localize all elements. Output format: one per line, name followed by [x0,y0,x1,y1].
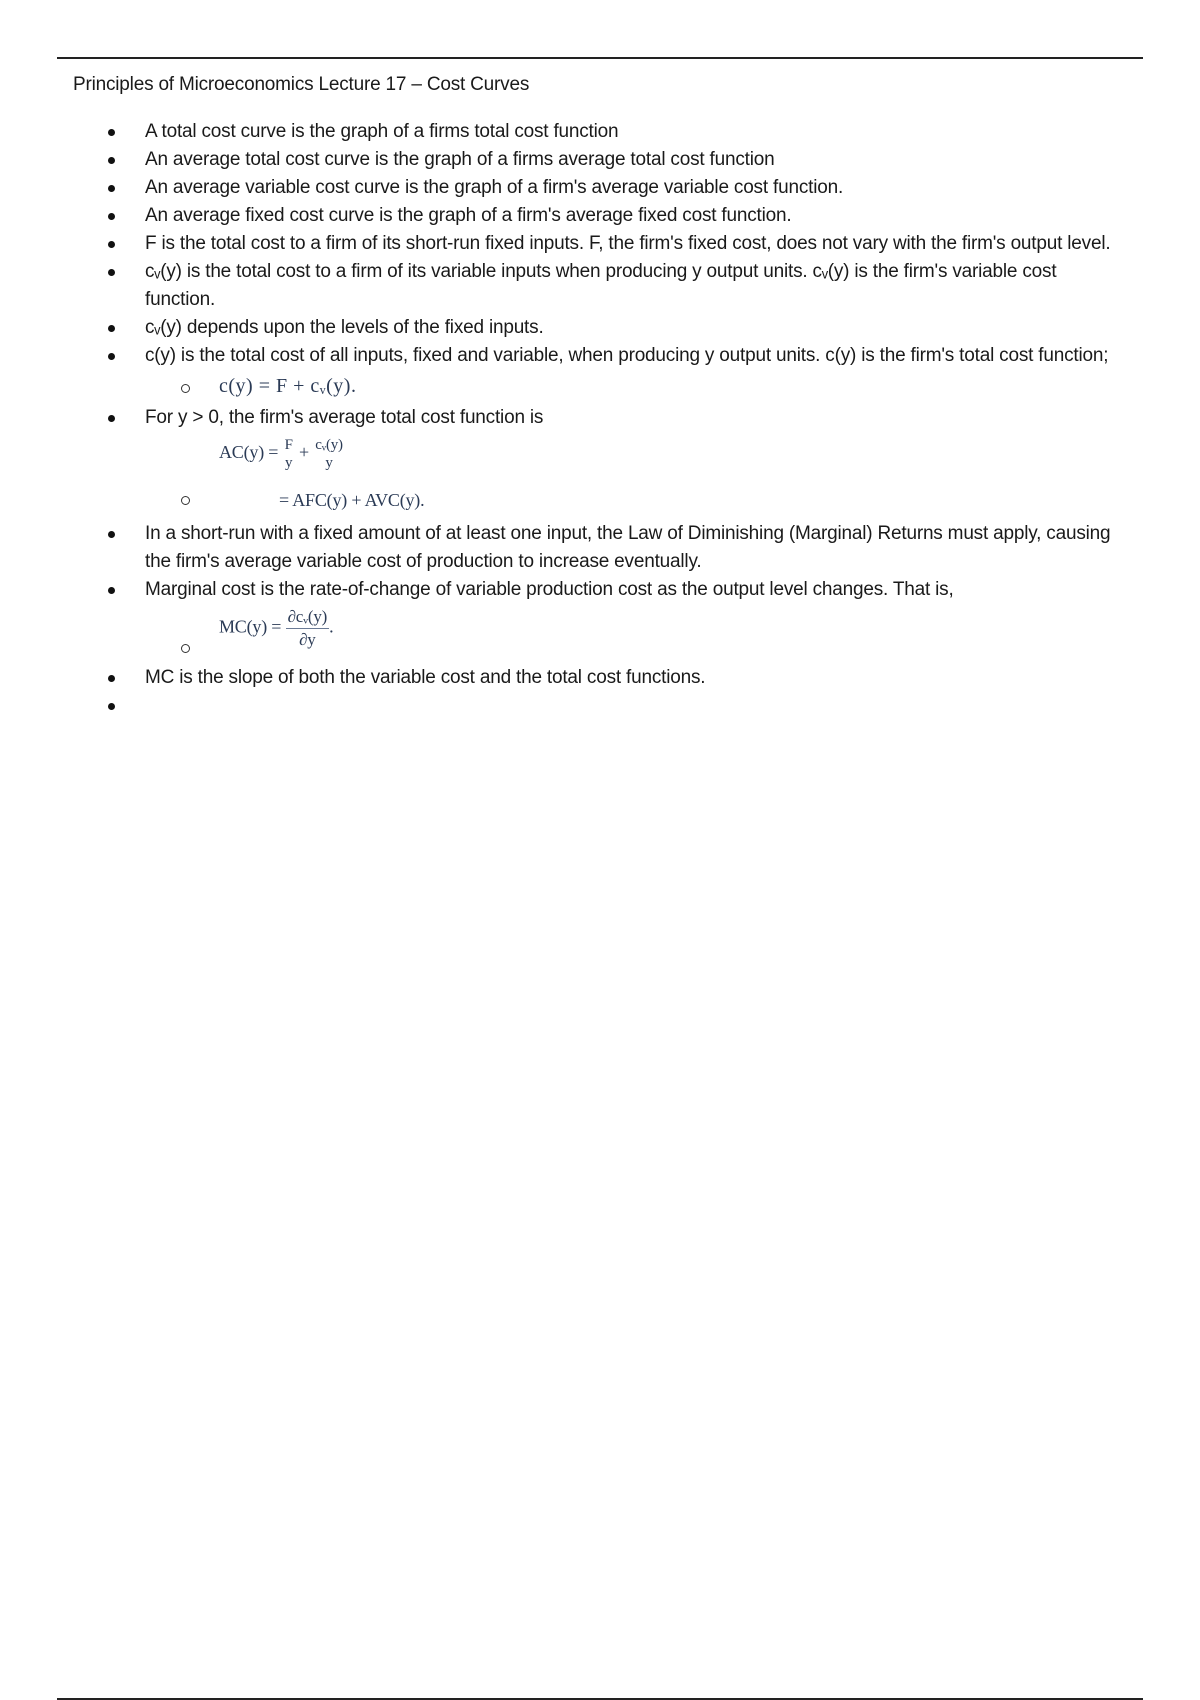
page-title: Principles of Microeconomics Lecture 17 – Cost Curves [73,74,530,95]
list-item [0,230,1200,258]
bullet-icon [108,703,115,710]
ac-definition [219,436,345,472]
bullet-icon [108,587,115,594]
bullet-icon [108,353,115,360]
fraction-denominator: ∂y [299,630,316,649]
list-item [0,146,1200,174]
list-item [0,118,1200,146]
formula-total-cost [145,370,1130,404]
fraction-numerator: ∂cᵥ(y) [286,606,330,629]
bullet-icon [108,157,115,164]
list-item-text: An average variable cost curve is the graph of a firm's average variable cost function. [145,177,844,198]
list-item-text: In a short-run with a fixed amount of at least one input, the Law of Diminishing (Marginal) Returns must apply, causing the firm's average variable cost of production to increase eventually. [145,523,1111,572]
bullet-icon [108,531,115,538]
sub-bullet-icon [181,384,190,393]
plus-sign: + [299,442,309,463]
list-item-text: A total cost curve is the graph of a firms total cost function [145,121,619,142]
bullet-icon [108,269,115,276]
list-item [0,202,1200,230]
list-item-text: For y > 0, the firm's average total cost function is [145,407,544,428]
list-item-text: An average total cost curve is the graph of a firms average total cost function [145,149,775,170]
bullet-icon [108,213,115,220]
bullet-icon [108,241,115,248]
top-rule [57,57,1143,59]
list-item [0,664,1200,692]
list-item-text [145,695,150,716]
fraction-numerator: F [284,437,293,453]
list-item [0,314,1200,342]
bullet-icon [108,675,115,682]
list-item [0,576,1200,664]
list-item [0,520,1200,576]
sub-list [145,604,1130,664]
total-cost-formula: c(y) = F + cᵥ(y). [219,375,357,397]
fraction-denominator: y [284,455,293,471]
list-item-text: Marginal cost is the rate-of-change of variable production cost as the output level changes. That is, [145,579,954,600]
variable-cost-fraction [313,436,345,472]
list-item [0,342,1200,404]
fraction-numerator: cᵥ(y) [315,437,343,453]
bullet-icon [108,129,115,136]
fixed-cost-fraction [283,436,295,472]
list-item-text: cᵥ(y) is the total cost to a firm of its variable inputs when producing y output units. cᵥ(y) is the firm's variable cost function. [145,261,1057,310]
list-item [0,174,1200,202]
ac-decomposition: = AFC(y) + AVC(y). [279,490,425,510]
list-item-text: MC is the slope of both the variable cost and the total cost functions. [145,667,706,688]
sub-list [145,432,1130,520]
fraction-denominator: y [325,455,333,471]
derivative-fraction [286,606,330,651]
sub-bullet-icon [181,496,190,505]
period: . [329,616,334,637]
formula-marginal-cost [145,604,1130,664]
bullet-icon [108,415,115,422]
ac-lhs: AC(y) = [219,442,279,463]
mc-lhs: MC(y) = [219,616,282,637]
list-item [0,258,1200,314]
list-item [0,692,1200,720]
sub-bullet-icon [181,644,190,653]
list-item-text: F is the total cost to a firm of its short-run fixed inputs. F, the firm's fixed cost, does not vary with the firm's output level. [145,233,1111,254]
list-item-text: c(y) is the total cost of all inputs, fixed and variable, when producing y output units. c(y) is the firm's total cost function; [145,345,1109,366]
list-item [0,404,1200,520]
formula-average-cost [145,432,1130,520]
list-item-text: An average fixed cost curve is the graph of a firm's average fixed cost function. [145,205,792,226]
mc-definition [219,606,333,651]
list-item-text: cᵥ(y) depends upon the levels of the fixed inputs. [145,317,544,338]
bullet-list [0,118,1200,720]
bullet-icon [108,185,115,192]
sub-list [145,370,1130,404]
bullet-icon [108,325,115,332]
